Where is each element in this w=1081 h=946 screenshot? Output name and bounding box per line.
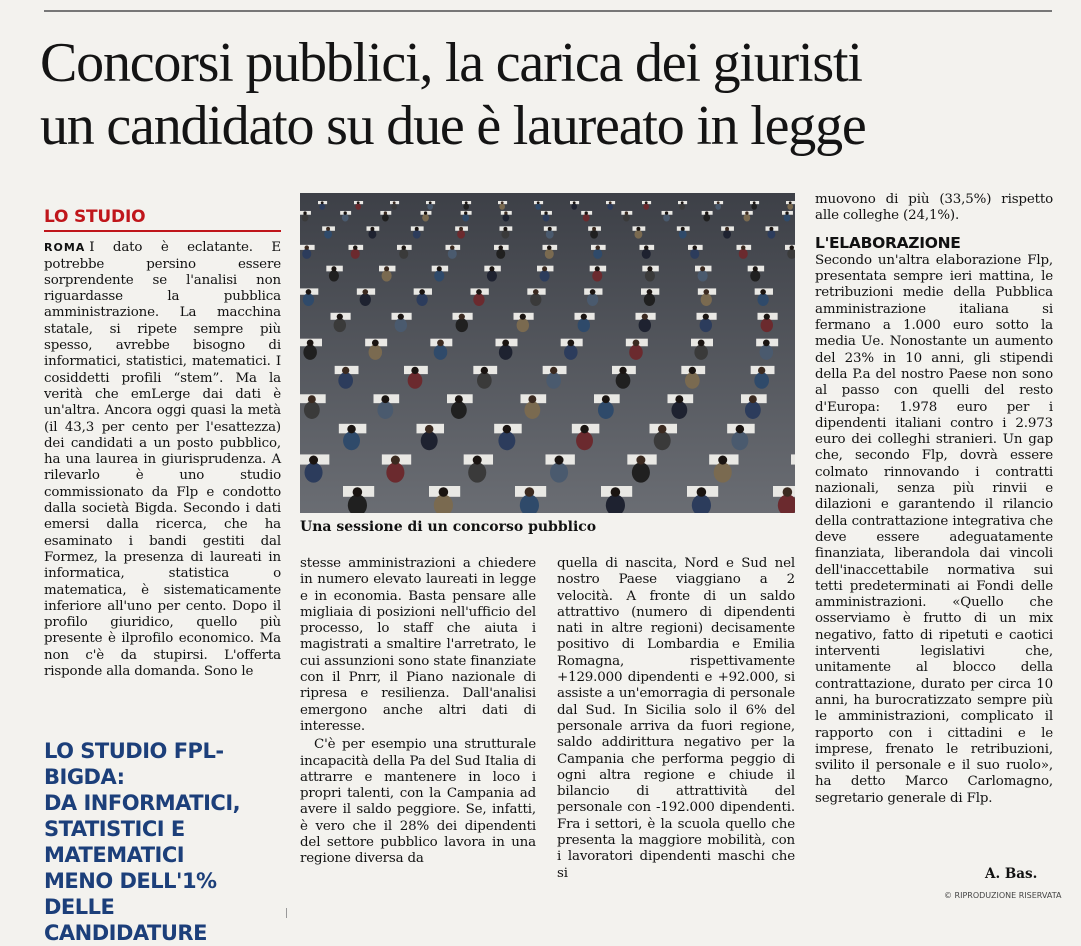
candidate-head [567,340,574,347]
candidate-head [305,245,310,250]
side-box-line: DA INFORMATICI, [44,791,241,815]
candidate-head [419,289,425,295]
candidate-figure [784,214,791,222]
candidate-head [580,425,588,433]
candidate-figure [715,203,721,209]
candidate-figure [413,230,421,239]
candidate-figure [319,203,325,209]
candidate-head [689,367,696,374]
candidate-head [393,201,396,204]
exam-hall-illustration [300,193,795,513]
candidate-figure [767,230,775,239]
candidate-figure [408,372,423,389]
candidate-head [437,266,442,271]
candidate-head [703,314,709,320]
candidate-head [700,266,705,271]
candidate-head [370,227,374,231]
candidate-figure [382,270,392,281]
candidate-figure [671,401,687,419]
candidate-head [455,395,463,403]
candidate-head [602,395,610,403]
candidate-head [353,487,363,497]
candidate-figure [679,230,687,239]
candidate-figure [679,203,685,209]
candidate-head [308,395,316,403]
candidate-figure [463,203,469,209]
candidate-head [753,266,758,271]
candidate-head [642,314,648,320]
candidate-figure [723,230,731,239]
side-box-line: MATEMATICI [44,843,185,867]
candidate-head [326,227,330,231]
candidate-head [736,425,744,433]
candidate-head [555,456,564,465]
candidate-figure [530,293,541,306]
candidate-figure [550,462,568,482]
candidate-head [790,245,795,250]
candidate-figure [473,293,484,306]
column-divider [286,908,287,918]
column-1-text: I dato è eclatante. E potrebbe persino essere sorprendente se l'analisi non riguardasse la pubblica amministrazione. La macchina statale, si ripete sempre più spesso, avrebbe bisogno di informatici, statistici, matematici. I cosiddetti profili “stem”. Ma la verità che emLerge dai dati è un'altra. Ancora oggi quasi la metà (il 43,3 per cento per l'esattezza) dei candidati a un posto pubblico, ha una laurea in giurisprudenza. A rilevarlo è uno studio commissionato da Flp e condotto dalla società Bigda. Secondo i dati emersi dalla ricerca, che ha esaminato i bandi gestiti dal Formez, la presenza di laureati in informatica, statistica o matematica, è sistematicamente inferiore all'uno per cento. Dopo il profilo giuridico, quello più presente è ilprofilo economico. Ma non c'è da stupirsi. L'offerta risponde alla domanda. Sono le [44,240,281,680]
candidate-figure [757,293,768,306]
candidate-head [705,211,708,214]
candidate-head [415,227,419,231]
candidate-figure [663,214,670,222]
candidate-figure [578,318,590,332]
candidate-figure [329,270,339,281]
column-2-paragraph-1: stesse amministrazioni a chiedere in numero elevato laureati in legge e in economia. Basta pensare alle migliaia di posizioni nell'ufficio del processo, lo staff che aiuta i magistrati a smaltire l'arretrato, le cui assunzioni sono state finanziate con il Pnrr, il Piano nazionale di ripresa e resilienza. Dall'analisi emergono anche altri dati di interesse. [300,556,536,734]
candidate-figure [700,318,712,332]
candidate-figure [639,318,651,332]
kicker-underline [44,230,281,232]
candidate-figure [564,345,578,360]
candidate-head [544,211,547,214]
candidate-head [337,314,343,320]
candidate-head [764,314,770,320]
candidate-figure [496,249,505,259]
candidate-head [381,395,389,403]
candidate-figure [386,462,404,482]
candidate-figure [754,372,769,389]
candidate-head [625,211,628,214]
candidate-head [459,314,465,320]
candidate-head [763,340,770,347]
candidate-figure [422,214,429,222]
candidate-head [429,201,432,204]
photo-caption: Una sessione di un concorso pubblico [300,519,597,535]
candidate-figure [634,230,642,239]
candidate-head [439,487,449,497]
copyright-notice: © RIPRODUZIONE RISERVATA [944,891,1062,900]
candidate-figure [731,431,748,450]
candidate-figure [543,214,550,222]
candidate-head [384,266,389,271]
candidate-head [585,211,588,214]
exam-hall-photo [300,193,795,513]
candidate-figure [451,401,467,419]
candidate-figure [498,431,515,450]
candidate-figure [598,401,614,419]
candidate-head [347,425,355,433]
column-4 [815,192,1053,807]
candidate-figure [593,249,602,259]
candidate-head [391,456,400,465]
candidate-figure [468,462,486,482]
candidate-head [698,340,705,347]
candidate-head [437,340,444,347]
candidate-head [749,395,757,403]
candidate-head [697,487,707,497]
candidate-head [503,227,507,231]
candidate-figure [545,249,554,259]
candidate-head [718,456,727,465]
candidate-head [533,289,539,295]
subheading-elaborazione: L'ELABORAZIONE [815,233,961,252]
candidate-figure [540,270,550,281]
candidate-figure [395,318,407,332]
candidate-head [525,487,535,497]
side-box-highlight [44,738,274,946]
headline-line-1: Concorsi pubblici, la carica dei giuristi [40,32,862,94]
candidate-figure [607,203,613,209]
candidate-head [760,289,766,295]
candidate-head [372,340,379,347]
side-box-line: MENO DELL'1% [44,869,217,893]
candidate-head [590,289,596,295]
candidate-figure [338,372,353,389]
candidate-figure [368,230,376,239]
candidate-figure [434,270,444,281]
candidate-figure [744,214,751,222]
candidate-head [384,211,387,214]
candidate-head [741,245,746,250]
candidate-head [353,245,358,250]
candidate-head [450,245,455,250]
candidate-figure [391,203,397,209]
candidate-figure [303,345,317,360]
candidate-figure [714,462,732,482]
candidate-head [783,487,793,497]
candidate-head [647,266,652,271]
candidate-figure [571,203,577,209]
candidate-head [501,201,504,204]
candidate-head [785,211,788,214]
candidate-figure [457,230,465,239]
dateline: ROMA [44,241,86,255]
candidate-figure [629,345,643,360]
candidate-head [596,245,601,250]
candidate-figure [616,372,631,389]
desk [791,454,795,464]
candidate-head [725,227,729,231]
author-signature: A. Bas. [985,866,1038,882]
candidate-figure [369,345,383,360]
candidate-figure [623,214,630,222]
candidate-figure [302,214,309,222]
candidate-figure [501,230,509,239]
candidate-head [636,456,645,465]
candidate-figure [590,230,598,239]
candidate-head [306,289,312,295]
candidate-head [464,211,467,214]
candidate-head [465,201,468,204]
candidate-head [595,266,600,271]
candidate-head [411,367,418,374]
candidate-figure [487,270,497,281]
candidate-head [758,367,765,374]
candidate-head [550,367,557,374]
candidate-figure [645,270,655,281]
candidate-figure [302,249,311,259]
candidate-head [481,367,488,374]
candidate-head [503,425,511,433]
candidate-head [309,456,318,465]
candidate-head [357,201,360,204]
top-rule [44,10,1052,12]
candidate-figure [377,401,393,419]
candidate-figure [745,401,761,419]
candidate-figure [503,214,510,222]
candidate-figure [546,230,554,239]
candidate-figure [654,431,671,450]
candidate-head [592,227,596,231]
candidate-figure [427,203,433,209]
candidate-head [504,211,507,214]
column-3 [557,556,795,882]
candidate-figure [342,214,349,222]
candidate-figure [787,203,793,209]
section-kicker: LO STUDIO [44,207,146,227]
candidate-figure [448,249,457,259]
candidate-figure [351,249,360,259]
candidate-head [573,201,576,204]
candidate-head [398,314,404,320]
side-box-line: DELLE CANDIDATURE [44,895,207,945]
candidate-figure [592,270,602,281]
candidate-head [520,314,526,320]
candidate-head [344,211,347,214]
candidate-head [581,314,587,320]
column-4-paragraph-1: muovono di più (33,5%) rispetto alle colleghe (24,1%). [815,192,1053,224]
candidate-figure [517,318,529,332]
column-2 [300,556,536,868]
candidate-figure [698,270,708,281]
candidate-head [476,289,482,295]
candidate-head [321,201,324,204]
candidate-figure [343,431,360,450]
candidate-figure [739,249,748,259]
candidate-figure [642,249,651,259]
candidate-figure [701,293,712,306]
candidate-head [717,201,720,204]
candidate-head [424,211,427,214]
candidate-figure [690,249,699,259]
candidate-figure [535,203,541,209]
candidate-figure [685,372,700,389]
candidate-figure [703,214,710,222]
candidate-head [459,227,463,231]
candidate-figure [499,203,505,209]
headline [40,32,1060,158]
candidate-head [633,340,640,347]
candidate-head [644,245,649,250]
candidate-head [611,487,621,497]
candidate-figure [761,318,773,332]
column-3-text: quella di nascita, Nord e Sud nel nostro Paese viaggiano a 2 velocità. A fronte di un saldo attrattivo (numero di dipendenti nati in altre regioni) decisamente positivo di Lombardia e Emilia Romagna, rispettivamente +129.000 dipendenti e +92.000, si assiste a un'emorragia di personale dal Sud. In Sicilia solo il 6% del personale arriva da fuori regione, saldo addirittura negativo per la Campania che performa peggio di ogni altra regione e chiude il bilancio di attrattività del personale con -192.000 dipendenti. Fra i settori, è la scuola quello che presenta la maggiore mobilità, con i lavoratori dipendenti maschi che si [557,556,795,881]
candidate-head [528,395,536,403]
candidate-head [499,245,504,250]
candidate-head [753,201,756,204]
candidate-figure [694,345,708,360]
candidate-figure [576,431,593,450]
candidate-figure [750,270,760,281]
candidate-head [769,227,773,231]
candidate-figure [334,318,346,332]
candidate-head [402,245,407,250]
candidate-head [331,266,336,271]
column-4-paragraph-2: Secondo un'altra elaborazione Flp, presentata sempre ieri mattina, le retribuzioni medie della Pubblica amministrazione italiana si fermano a 1.000 euro sotto la media Ue. Nonostante un aumento del 23% in 10 anni, gli stipendi della P.a del nostro Paese non sono al passo con quelli del resto d'Europa: 1.978 euro per i dipendenti italiani contro i 2.973 euro dei colleghi stranieri. Un gap che, secondo Flp, dovrà essere colmato rinnovando i contratti nazionali, senza più rinvii e dilazioni e garantendo il rilancio della contrattazione integrativa che deve essere adeguatamente finanziata, liberandola dai vincoli dell'inaccettabile normativa sui tetti predeterminati ai Fondi delle amministrazioni. «Quello che osserviamo è frutto di un mix negativo, fatto di ripetuti e caotici interventi legislativi che, unitamente al blocco della contrattazione, durato per circa 10 anni, ha burocratizzato sempre più le amministrazioni, complicato il rapporto con i cittadini e le imprese, frenato le retribuzioni, svilito il personale e il suo ruolo», ha detto Marco Carlomagno, segretario generale di Flp. [815,252,1053,806]
headline-line-2: un candidato su due è laureato in legge [40,95,866,157]
candidate-head [745,211,748,214]
candidate-head [542,266,547,271]
candidate-figure [751,203,757,209]
candidate-figure [360,293,371,306]
candidate-figure [546,372,561,389]
candidate-head [537,201,540,204]
candidate-figure [421,431,438,450]
candidate-head [658,425,666,433]
candidate-head [693,245,698,250]
candidate-figure [305,462,323,482]
candidate-head [425,425,433,433]
candidate-figure [760,345,774,360]
candidate-head [645,201,648,204]
column-2-paragraph-2: C'è per esempio una strutturale incapacità della Pa del Sud Italia di attrarre e mantenere in loco i propri talenti, con la Campania ad avere il saldo peggiore. Se, infatti, è vero che il 28% dei dipendenti del settore pubblico lavora in una regione diversa da [300,737,536,867]
candidate-figure [643,203,649,209]
candidate-head [609,201,612,204]
candidate-figure [304,401,320,419]
candidate-head [502,340,509,347]
candidate-figure [382,214,389,222]
candidate-figure [434,345,448,360]
candidate-figure [583,214,590,222]
candidate-head [342,367,349,374]
candidate-figure [462,214,469,222]
candidate-head [665,211,668,214]
candidate-head [681,201,684,204]
candidate-figure [355,203,361,209]
candidate-figure [587,293,598,306]
candidate-head [675,395,683,403]
candidate-head [362,289,368,295]
candidate-figure [324,230,332,239]
column-1 [44,209,281,680]
candidate-head [636,227,640,231]
candidate-head [547,245,552,250]
candidate-head [303,211,306,214]
candidate-figure [456,318,468,332]
candidate-figure [477,372,492,389]
candidate-head [473,456,482,465]
candidate-head [703,289,709,295]
candidate-figure [303,293,314,306]
candidate-head [619,367,626,374]
candidate-head [307,340,314,347]
candidate-head [681,227,685,231]
side-box-line: LO STUDIO FPL-BIGDA: [44,739,224,789]
candidate-figure [399,249,408,259]
side-box-line: STATISTICI E [44,817,185,841]
candidate-head [647,289,653,295]
candidate-figure [416,293,427,306]
candidate-head [548,227,552,231]
candidate-figure [499,345,513,360]
candidate-figure [632,462,650,482]
candidate-head [489,266,494,271]
candidate-figure [524,401,540,419]
candidate-figure [644,293,655,306]
candidate-head [789,201,792,204]
